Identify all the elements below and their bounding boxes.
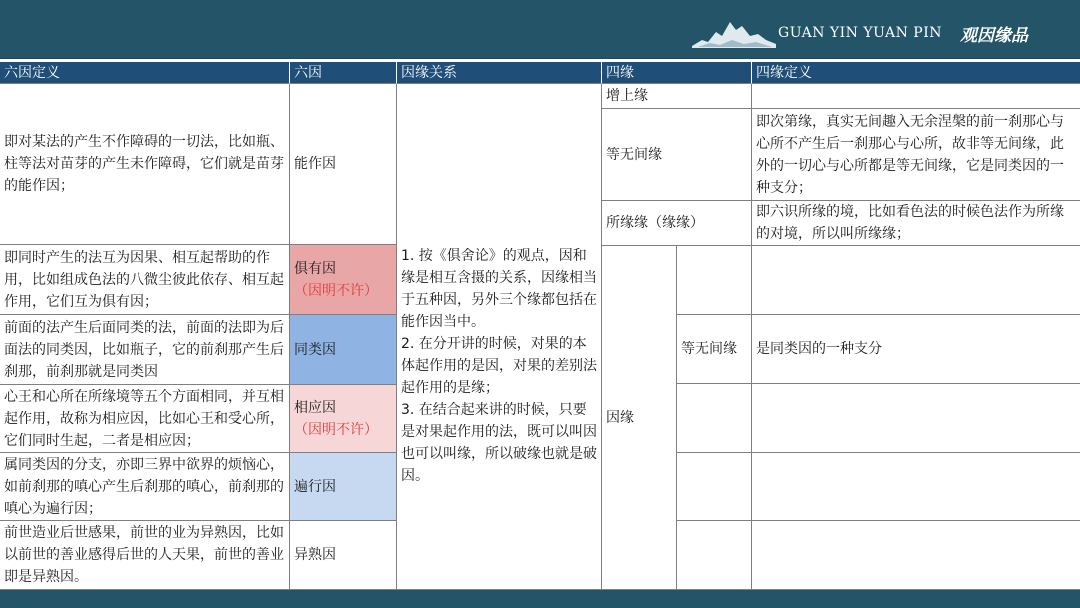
bottom-banner [0, 590, 1080, 608]
condition-definition-1 [752, 84, 1080, 109]
cause-definition-5: 属同类因的分支，亦即三界中欲界的烦恼心，如前刹那的嗔心产生后刹那的嗔心，前刹那的嗔心为遍行因； [0, 453, 290, 521]
condition-name-2: 等无间缘 [602, 109, 752, 201]
cause-name-6: 异熟因 [290, 521, 397, 590]
cause-condition-sub-2: 等无间缘 [677, 315, 752, 384]
top-banner [0, 0, 1080, 58]
cause-note-4: （因明不许） [294, 422, 378, 438]
brand-name-cn: 观因缘品 [960, 25, 1028, 46]
condition-definition-3: 即六识所缘的境，比如看色法的时候色法作为所缘的对境，所以叫所缘缘； [752, 201, 1080, 246]
header-six-causes: 六因 [290, 62, 397, 84]
header-four-conditions: 四缘 [602, 62, 752, 84]
cause-condition-subdef-2: 是同类因的一种支分 [752, 315, 1080, 384]
condition-name-1: 增上缘 [602, 84, 752, 109]
mountain-logo-icon [692, 18, 776, 48]
condition-definition-2: 即次第缘，真实无间趣入无余涅槃的前一刹那心与心所不产生后一刹那心与心所，故非等无间缘，此外的一切心与心所都是等无间缘，它是同类因的一种支分； [752, 109, 1080, 201]
cause-condition-sub-4 [677, 453, 752, 521]
cause-condition-subdef-5 [752, 521, 1080, 590]
relation-text: 1. 按《俱舍论》的观点，因和缘是相互含摄的关系，因缘相当于五种因，另外三个缘都包括在能作因当中。 2. 在分开讲的时候，对果的本体起作用的是因，对果的差别法起作用的是缘； 3. 在结合起来讲的时候，只要是对果起作用的法，既可以叫因也可以叫缘，所以破缘也就是破因。 [397, 84, 602, 590]
cause-note-2: （因明不许） [294, 283, 378, 299]
cause-condition-subdef-1 [752, 246, 1080, 315]
cause-definition-4: 心王和心所在所缘境等五个方面相同，并互相起作用，故称为相应因，比如心王和受心所，它们同时生起，二者是相应因； [0, 385, 290, 453]
brand-logo [692, 16, 1028, 50]
cause-condition-subdef-3 [752, 384, 1080, 453]
cause-definition-1: 即对某法的产生不作障碍的一切法，比如瓶、柱等法对苗芽的产生未作障碍，它们就是苗芽的能作因； [0, 84, 290, 245]
header-six-cause-definition: 六因定义 [0, 62, 290, 84]
condition-name-4: 因缘 [602, 246, 677, 590]
condition-name-3: 所缘缘（缘缘） [602, 201, 752, 246]
cause-definition-2: 即同时产生的法互为因果、相互起帮助的作用，比如组成色法的八微尘彼此依存、相互起作用，它们互为俱有因； [0, 245, 290, 315]
cause-condition-sub-1 [677, 246, 752, 315]
cause-name-3: 同类因 [290, 315, 397, 385]
brand-name-en: GUAN YIN YUAN PIN [778, 25, 942, 41]
cause-name-5: 遍行因 [290, 453, 397, 521]
cause-definition-3: 前面的法产生后面同类的法，前面的法即为后面法的同类因，比如瓶子，它的前刹那产生后刹那，前刹那就是同类因 [0, 315, 290, 385]
cause-name-4: 相应因 （因明不许） [290, 385, 397, 453]
cause-condition-subdef-4 [752, 453, 1080, 521]
cause-condition-sub-5 [677, 521, 752, 590]
cause-name-2: 俱有因 （因明不许） [290, 245, 397, 315]
cause-definition-6: 前世造业后世感果，前世的业为异熟因，比如以前世的善业感得后世的人天果，前世的善业即是异熟因。 [0, 521, 290, 590]
comparison-table [0, 59, 1080, 590]
header-four-condition-definition: 四缘定义 [752, 62, 1080, 84]
header-cause-condition-relation: 因缘关系 [397, 62, 602, 84]
cause-name-1: 能作因 [290, 84, 397, 245]
cause-condition-sub-3 [677, 384, 752, 453]
